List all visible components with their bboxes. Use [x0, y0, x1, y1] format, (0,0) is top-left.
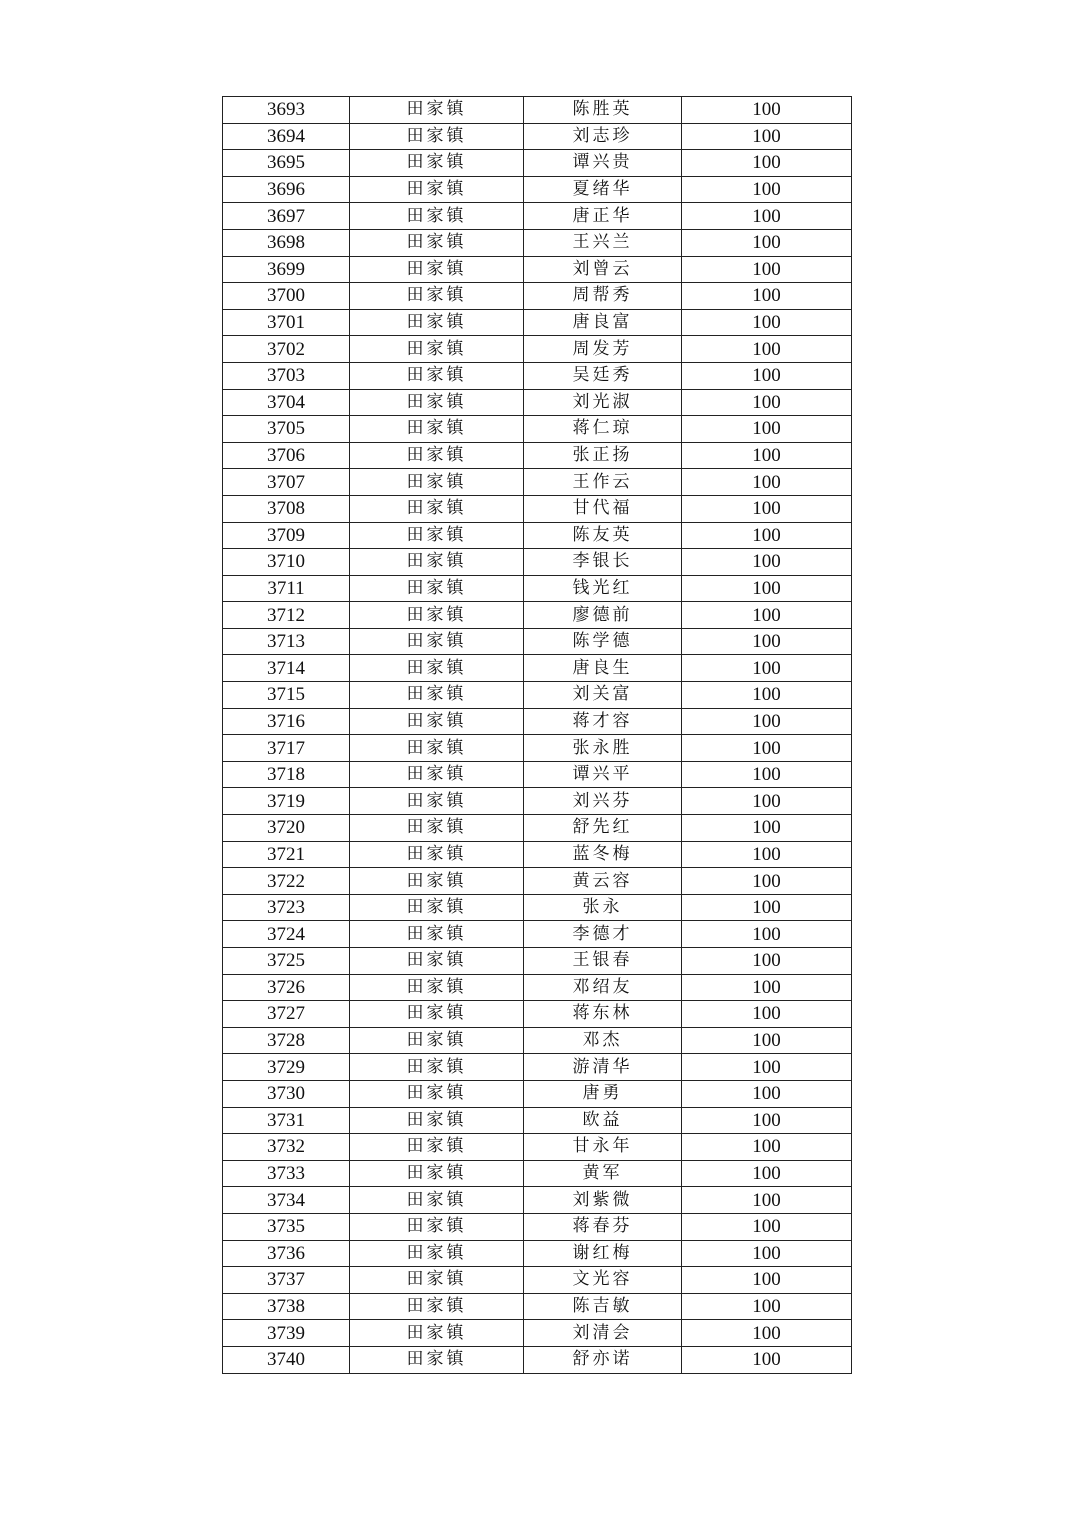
amount-cell: 100 [682, 894, 852, 921]
table-row [223, 362, 852, 389]
name-cell: 谭兴贵 [524, 150, 682, 177]
amount-cell: 100 [682, 1054, 852, 1081]
town-cell: 田家镇 [350, 1320, 524, 1347]
table-row [223, 229, 852, 256]
amount-cell: 100 [682, 256, 852, 283]
amount-cell: 100 [682, 1080, 852, 1107]
table-row [223, 948, 852, 975]
name-cell: 刘光淑 [524, 389, 682, 416]
amount-cell: 100 [682, 203, 852, 230]
row-number-cell: 3698 [223, 229, 350, 256]
amount-cell: 100 [682, 1134, 852, 1161]
row-number-cell: 3721 [223, 841, 350, 868]
row-number-cell: 3707 [223, 469, 350, 496]
town-cell: 田家镇 [350, 1160, 524, 1187]
row-number-cell: 3733 [223, 1160, 350, 1187]
name-cell: 张正扬 [524, 442, 682, 469]
table-row [223, 1346, 852, 1373]
town-cell: 田家镇 [350, 203, 524, 230]
row-number-cell: 3726 [223, 974, 350, 1001]
name-cell: 吴廷秀 [524, 362, 682, 389]
town-cell: 田家镇 [350, 655, 524, 682]
name-cell: 邓杰 [524, 1027, 682, 1054]
name-cell: 刘曾云 [524, 256, 682, 283]
row-number-cell: 3693 [223, 97, 350, 124]
town-cell: 田家镇 [350, 522, 524, 549]
town-cell: 田家镇 [350, 948, 524, 975]
name-cell: 舒先红 [524, 815, 682, 842]
amount-cell: 100 [682, 389, 852, 416]
amount-cell: 100 [682, 1107, 852, 1134]
row-number-cell: 3736 [223, 1240, 350, 1267]
name-cell: 文光容 [524, 1267, 682, 1294]
name-cell: 陈学德 [524, 628, 682, 655]
table-row [223, 735, 852, 762]
town-cell: 田家镇 [350, 1134, 524, 1161]
table-row [223, 1054, 852, 1081]
table-row [223, 203, 852, 230]
amount-cell: 100 [682, 788, 852, 815]
table-row [223, 868, 852, 895]
amount-cell: 100 [682, 1027, 852, 1054]
name-cell: 廖德前 [524, 602, 682, 629]
row-number-cell: 3719 [223, 788, 350, 815]
amount-cell: 100 [682, 123, 852, 150]
table-row [223, 1107, 852, 1134]
row-number-cell: 3720 [223, 815, 350, 842]
table-row [223, 708, 852, 735]
amount-cell: 100 [682, 150, 852, 177]
amount-cell: 100 [682, 1293, 852, 1320]
row-number-cell: 3700 [223, 283, 350, 310]
table-row [223, 788, 852, 815]
roster-table [222, 96, 852, 1374]
amount-cell: 100 [682, 575, 852, 602]
amount-cell: 100 [682, 495, 852, 522]
town-cell: 田家镇 [350, 761, 524, 788]
name-cell: 黄军 [524, 1160, 682, 1187]
row-number-cell: 3722 [223, 868, 350, 895]
row-number-cell: 3715 [223, 682, 350, 709]
table-row [223, 1187, 852, 1214]
town-cell: 田家镇 [350, 362, 524, 389]
name-cell: 甘永年 [524, 1134, 682, 1161]
row-number-cell: 3710 [223, 549, 350, 576]
row-number-cell: 3712 [223, 602, 350, 629]
town-cell: 田家镇 [350, 708, 524, 735]
table-row [223, 309, 852, 336]
town-cell: 田家镇 [350, 974, 524, 1001]
town-cell: 田家镇 [350, 283, 524, 310]
amount-cell: 100 [682, 176, 852, 203]
amount-cell: 100 [682, 655, 852, 682]
table-row [223, 1267, 852, 1294]
row-number-cell: 3709 [223, 522, 350, 549]
town-cell: 田家镇 [350, 1293, 524, 1320]
amount-cell: 100 [682, 97, 852, 124]
name-cell: 蒋才容 [524, 708, 682, 735]
table-row [223, 921, 852, 948]
table-row [223, 469, 852, 496]
town-cell: 田家镇 [350, 309, 524, 336]
name-cell: 欧益 [524, 1107, 682, 1134]
row-number-cell: 3737 [223, 1267, 350, 1294]
amount-cell: 100 [682, 735, 852, 762]
amount-cell: 100 [682, 416, 852, 443]
town-cell: 田家镇 [350, 1213, 524, 1240]
row-number-cell: 3740 [223, 1346, 350, 1373]
town-cell: 田家镇 [350, 150, 524, 177]
town-cell: 田家镇 [350, 442, 524, 469]
table-row [223, 522, 852, 549]
table-row [223, 1320, 852, 1347]
amount-cell: 100 [682, 602, 852, 629]
row-number-cell: 3702 [223, 336, 350, 363]
row-number-cell: 3727 [223, 1001, 350, 1028]
name-cell: 蒋春芬 [524, 1213, 682, 1240]
amount-cell: 100 [682, 549, 852, 576]
name-cell: 谭兴平 [524, 761, 682, 788]
table-row [223, 97, 852, 124]
name-cell: 李银长 [524, 549, 682, 576]
name-cell: 张永胜 [524, 735, 682, 762]
amount-cell: 100 [682, 229, 852, 256]
roster-table-body [223, 97, 852, 1374]
row-number-cell: 3713 [223, 628, 350, 655]
town-cell: 田家镇 [350, 1027, 524, 1054]
name-cell: 夏绪华 [524, 176, 682, 203]
amount-cell: 100 [682, 1160, 852, 1187]
name-cell: 谢红梅 [524, 1240, 682, 1267]
row-number-cell: 3732 [223, 1134, 350, 1161]
row-number-cell: 3701 [223, 309, 350, 336]
amount-cell: 100 [682, 761, 852, 788]
amount-cell: 100 [682, 815, 852, 842]
town-cell: 田家镇 [350, 97, 524, 124]
town-cell: 田家镇 [350, 123, 524, 150]
town-cell: 田家镇 [350, 894, 524, 921]
table-row [223, 1080, 852, 1107]
town-cell: 田家镇 [350, 1001, 524, 1028]
row-number-cell: 3694 [223, 123, 350, 150]
name-cell: 唐勇 [524, 1080, 682, 1107]
row-number-cell: 3705 [223, 416, 350, 443]
table-row [223, 176, 852, 203]
name-cell: 张永 [524, 894, 682, 921]
table-row [223, 628, 852, 655]
town-cell: 田家镇 [350, 841, 524, 868]
row-number-cell: 3735 [223, 1213, 350, 1240]
town-cell: 田家镇 [350, 256, 524, 283]
row-number-cell: 3714 [223, 655, 350, 682]
town-cell: 田家镇 [350, 495, 524, 522]
row-number-cell: 3728 [223, 1027, 350, 1054]
name-cell: 陈友英 [524, 522, 682, 549]
row-number-cell: 3696 [223, 176, 350, 203]
amount-cell: 100 [682, 628, 852, 655]
name-cell: 唐良富 [524, 309, 682, 336]
table-row [223, 815, 852, 842]
name-cell: 邓绍友 [524, 974, 682, 1001]
amount-cell: 100 [682, 309, 852, 336]
row-number-cell: 3739 [223, 1320, 350, 1347]
amount-cell: 100 [682, 522, 852, 549]
amount-cell: 100 [682, 974, 852, 1001]
table-row [223, 894, 852, 921]
table-row [223, 1160, 852, 1187]
name-cell: 周发芳 [524, 336, 682, 363]
amount-cell: 100 [682, 362, 852, 389]
table-row [223, 841, 852, 868]
name-cell: 王作云 [524, 469, 682, 496]
name-cell: 游清华 [524, 1054, 682, 1081]
table-row [223, 256, 852, 283]
table-row [223, 495, 852, 522]
town-cell: 田家镇 [350, 602, 524, 629]
name-cell: 蒋仁琼 [524, 416, 682, 443]
table-row [223, 761, 852, 788]
row-number-cell: 3697 [223, 203, 350, 230]
row-number-cell: 3711 [223, 575, 350, 602]
town-cell: 田家镇 [350, 868, 524, 895]
row-number-cell: 3734 [223, 1187, 350, 1214]
town-cell: 田家镇 [350, 389, 524, 416]
amount-cell: 100 [682, 1346, 852, 1373]
name-cell: 李德才 [524, 921, 682, 948]
town-cell: 田家镇 [350, 1107, 524, 1134]
table-row [223, 283, 852, 310]
amount-cell: 100 [682, 1240, 852, 1267]
town-cell: 田家镇 [350, 1267, 524, 1294]
row-number-cell: 3706 [223, 442, 350, 469]
row-number-cell: 3704 [223, 389, 350, 416]
name-cell: 刘清会 [524, 1320, 682, 1347]
row-number-cell: 3730 [223, 1080, 350, 1107]
table-row [223, 974, 852, 1001]
table-row [223, 442, 852, 469]
row-number-cell: 3703 [223, 362, 350, 389]
amount-cell: 100 [682, 841, 852, 868]
row-number-cell: 3699 [223, 256, 350, 283]
name-cell: 唐正华 [524, 203, 682, 230]
row-number-cell: 3717 [223, 735, 350, 762]
row-number-cell: 3695 [223, 150, 350, 177]
table-row [223, 602, 852, 629]
name-cell: 黄云容 [524, 868, 682, 895]
table-row [223, 336, 852, 363]
row-number-cell: 3718 [223, 761, 350, 788]
name-cell: 蓝冬梅 [524, 841, 682, 868]
town-cell: 田家镇 [350, 1187, 524, 1214]
table-row [223, 1001, 852, 1028]
row-number-cell: 3738 [223, 1293, 350, 1320]
table-row [223, 655, 852, 682]
amount-cell: 100 [682, 442, 852, 469]
town-cell: 田家镇 [350, 416, 524, 443]
table-row [223, 123, 852, 150]
town-cell: 田家镇 [350, 788, 524, 815]
amount-cell: 100 [682, 336, 852, 363]
town-cell: 田家镇 [350, 735, 524, 762]
town-cell: 田家镇 [350, 628, 524, 655]
amount-cell: 100 [682, 283, 852, 310]
town-cell: 田家镇 [350, 575, 524, 602]
name-cell: 周帮秀 [524, 283, 682, 310]
amount-cell: 100 [682, 948, 852, 975]
town-cell: 田家镇 [350, 1054, 524, 1081]
row-number-cell: 3731 [223, 1107, 350, 1134]
town-cell: 田家镇 [350, 229, 524, 256]
name-cell: 舒亦诺 [524, 1346, 682, 1373]
town-cell: 田家镇 [350, 549, 524, 576]
amount-cell: 100 [682, 708, 852, 735]
amount-cell: 100 [682, 1001, 852, 1028]
amount-cell: 100 [682, 1320, 852, 1347]
table-row [223, 575, 852, 602]
town-cell: 田家镇 [350, 336, 524, 363]
table-row [223, 1027, 852, 1054]
town-cell: 田家镇 [350, 1346, 524, 1373]
name-cell: 王银春 [524, 948, 682, 975]
row-number-cell: 3708 [223, 495, 350, 522]
name-cell: 甘代福 [524, 495, 682, 522]
table-row [223, 389, 852, 416]
row-number-cell: 3729 [223, 1054, 350, 1081]
table-row [223, 1134, 852, 1161]
amount-cell: 100 [682, 469, 852, 496]
table-row [223, 416, 852, 443]
amount-cell: 100 [682, 682, 852, 709]
amount-cell: 100 [682, 868, 852, 895]
amount-cell: 100 [682, 1213, 852, 1240]
town-cell: 田家镇 [350, 1240, 524, 1267]
name-cell: 蒋东林 [524, 1001, 682, 1028]
table-row [223, 549, 852, 576]
table-row [223, 150, 852, 177]
row-number-cell: 3724 [223, 921, 350, 948]
table-row [223, 1240, 852, 1267]
amount-cell: 100 [682, 1187, 852, 1214]
row-number-cell: 3725 [223, 948, 350, 975]
row-number-cell: 3723 [223, 894, 350, 921]
table-row [223, 1213, 852, 1240]
name-cell: 刘紫微 [524, 1187, 682, 1214]
town-cell: 田家镇 [350, 682, 524, 709]
name-cell: 陈胜英 [524, 97, 682, 124]
name-cell: 钱光红 [524, 575, 682, 602]
town-cell: 田家镇 [350, 921, 524, 948]
town-cell: 田家镇 [350, 815, 524, 842]
row-number-cell: 3716 [223, 708, 350, 735]
name-cell: 刘兴芬 [524, 788, 682, 815]
name-cell: 刘志珍 [524, 123, 682, 150]
name-cell: 陈吉敏 [524, 1293, 682, 1320]
amount-cell: 100 [682, 921, 852, 948]
town-cell: 田家镇 [350, 176, 524, 203]
name-cell: 王兴兰 [524, 229, 682, 256]
town-cell: 田家镇 [350, 469, 524, 496]
amount-cell: 100 [682, 1267, 852, 1294]
town-cell: 田家镇 [350, 1080, 524, 1107]
table-row [223, 1293, 852, 1320]
name-cell: 唐良生 [524, 655, 682, 682]
name-cell: 刘关富 [524, 682, 682, 709]
table-row [223, 682, 852, 709]
